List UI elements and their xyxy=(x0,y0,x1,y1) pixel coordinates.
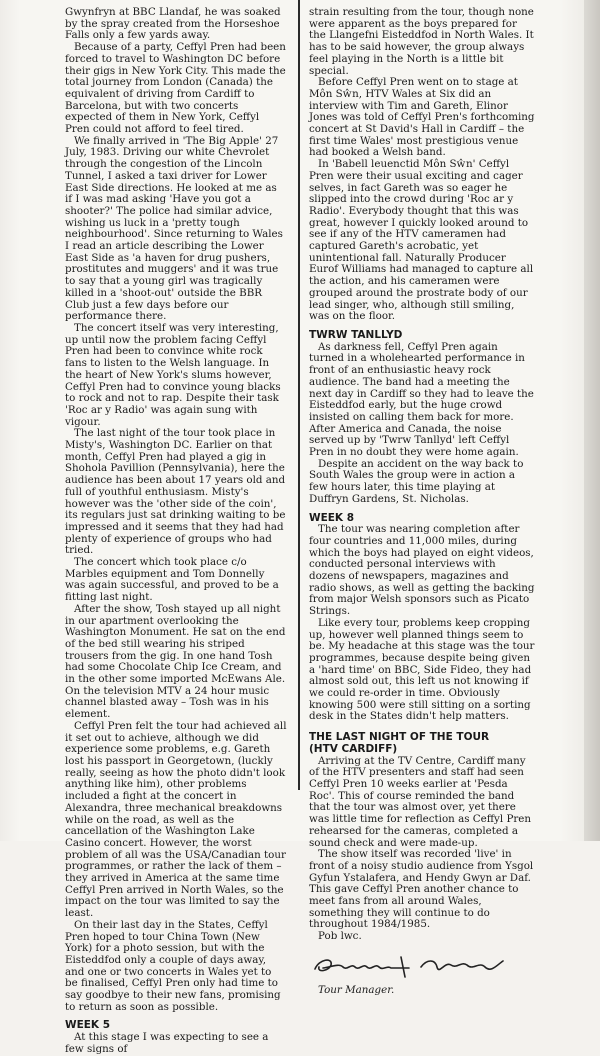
column-divider xyxy=(298,0,300,790)
paragraph: The show itself was recorded 'live' in front of a noisy studio audience from Ysgol Gyfun Ystalafera, and Hendy Gwyn ar Daf. This gave Ceffyl Pren another chance to meet fans from all around Wales, something they will continue to do throughout 1984/1985. xyxy=(309,848,534,931)
handwritten-signature xyxy=(309,949,509,985)
paragraph: After the show, Tosh stayed up all night in our apartment overlooking the Washington Monument. He sat on the end of the bed still wearing his striped trousers from the gig. In one hand Tosh had some Chocolate Chip Ice Cream, and in the other some imported McEwans Ale. On the television MTV a 24 hour music channel blasted away – Tosh was in his element. xyxy=(65,602,286,721)
paragraph: The tour was nearing completion after four countries and 11,000 miles, during which the boys had played on eight videos, conducted personal interviews with dozens of newspapers, magazines and radio shows, as well as getting the backing from major Welsh sponsors such as Picato Strings. xyxy=(309,523,535,618)
signature-role: Tour Manager. xyxy=(318,983,395,996)
section-heading-last-night xyxy=(309,732,535,755)
page-edge-shadow xyxy=(584,0,600,841)
paragraph: The last night of the tour took place in Misty's, Washington DC. Earlier on that month, Ceffyl Pren had played a gig in Shohola Pavillion (Pennsylvania), here the audience has been about 17 years old and full of youthful enthusiasm. Misty's however was the 'other side of the coin', its regulars just sat drinking waiting to be impressed and it seems that they had had plenty of experience of groups who had tried. xyxy=(65,427,286,557)
paragraph: strain resulting from the tour, though none were apparent as the boys prepared for the Llangefni Eisteddfod in North Wales. It has to be said however, the group always feel playing in the North is a little bit special. xyxy=(309,6,534,77)
heading-line-2: (HTV CARDIFF) xyxy=(309,742,398,755)
paragraph: Despite an accident on the way back to South Wales the group were in action a few hours later, this time playing at Duffryn Gardens, St. Nicholas. xyxy=(309,457,524,505)
paragraph: The concert which took place c/o Marbles equipment and Tom Donnelly was again successful, and proved to be a fitting last night. xyxy=(65,556,279,604)
paragraph: The concert itself was very interesting, up until now the problem facing Ceffyl Pren had been to convince white rock fans to listen to the Welsh language. In the heart of New York's slums however, Ceffyl Pren had to convince young blacks to rock and not to rap. Despite their task 'Roc ar y Radio' was again sung with vigour. xyxy=(65,321,281,428)
left-column xyxy=(65,7,287,1056)
right-column xyxy=(309,7,535,997)
paragraph: Arriving at the TV Centre, Cardiff many of the HTV presenters and staff had seen Ceffyl Pren 10 weeks earlier at 'Pesda Roc'. This of course reminded the band that the tour was almost over, yet there was little time for reflection as Ceffyl Pren rehearsed for the cameras, completed a sound check and were made-up. xyxy=(309,754,532,849)
paragraph: Because of a party, Ceffyl Pren had been forced to travel to Washington DC before their gigs in New York City. This made the total journey from London (Canada) the equivalent of driving from Cardiff to Barcelona, but with two concerts expected of them in New York, Ceffyl Pren could not afford to feel tired. xyxy=(65,41,286,136)
paragraph: On their last day in the States, Ceffyl Pren hoped to tour China Town (New York) for a photo session, but with the Eisteddfod only a couple of days away, and one or two concerts in Wales yet to be finalised, Ceffyl Pren only had time to say goodbye to their new fans, promising to return as soon as possible. xyxy=(65,918,281,1013)
section-heading-twrw-tanllyd: TWRW TANLLYD xyxy=(309,328,403,341)
sign-off: Pob lwc. xyxy=(318,930,362,943)
paragraph: Like every tour, problems keep cropping up, however well planned things seem to be. My headache at this stage was the tour programmes, because despite being given a 'hard time' on BBC, Side Fideo, they had almost sold out, this left us not knowing if we could re-order in time. Obviously knowing 500 were still sitting on a sorting desk in the States didn't help matters. xyxy=(309,616,535,723)
section-heading-week5: WEEK 5 xyxy=(65,1019,111,1032)
signature-block xyxy=(309,949,535,985)
paragraph: We finally arrived in 'The Big Apple' 27 July, 1983. Driving our white Chevrolet through the congestion of the Lincoln Tunnel, I asked a taxi driver for Lower East Side directions. He looked at me as if I was mad asking 'Have you got a shooter?' The police had similar advice, wishing us luck in a 'pretty tough neighbourhood'. Since returning to Wales I read an article describing the Lower East Side as 'a haven for drug pushers, prostitutes and muggers' and it was true to say that a young girl was tragically killed in a 'shoot-out' outside the BBR Club just a few days before our performance there. xyxy=(65,134,283,323)
paragraph: In 'Babell leuenctid Môn Sŵn' Ceffyl Pren were their usual exciting and cager selves, in fact Gareth was so eager he slipped into the crowd during 'Roc ar y Radio'. Everybody thought that this was great, however I quickly looked around to see if any of the HTV cameramen had captured Gareth's acrobatic, yet unintentional fall. Naturally Producer Eurof Williams had managed to capture all the action, and his cameramen were grouped around the prostrate body of our lead singer, who, although still smiling, was on the floor. xyxy=(309,158,534,323)
paragraph: Ceffyl Pren felt the tour had achieved all it set out to achieve, although we did experience some problems, e.g. Gareth lost his passport in Georgetown, (luckly really, seeing as how the photo didn't look anything like him), other problems included a fight at the concert in Alexandra, three mechanical breakdowns while on the road, as well as the cancellation of the Washington Lake Casino concert. However, the worst problem of all was the USA/Canadian tour programmes, or rather the lack of them – they arrived in America at the same time Ceffyl Pren arrived in North Wales, so the impact on the tour was limited to say the least. xyxy=(65,719,287,920)
paragraph: Gwynfryn at BBC Llandaf, he was soaked by the spray created from the Horseshoe Falls only a few yards away. xyxy=(65,6,281,42)
paragraph: At this stage I was expecting to see a few signs of xyxy=(65,1031,269,1055)
paragraph: As darkness fell, Ceffyl Pren again turned in a wholehearted performance in front of an enthusiastic heavy rock audience. The band had a meeting the next day in Cardiff so they had to leave the Eisteddfod early, but the huge crowd insisted on calling them back for more. After America and Canada, the noise served up by 'Twrw Tanllyd' left Ceffyl Pren in no doubt they were home again. xyxy=(309,340,534,459)
paragraph: Before Ceffyl Pren went on to stage at Môn Sŵn, HTV Wales at Six did an interview with Tim and Gareth, Elinor Jones was told of Ceffyl Pren's forthcoming concert at St David's Hall in Cardiff – the first time Wales' most prestigious venue had booked a Welsh band. xyxy=(309,76,535,159)
heading-line-1: THE LAST NIGHT OF THE TOUR xyxy=(309,731,490,744)
section-heading-week8: WEEK 8 xyxy=(309,511,355,524)
